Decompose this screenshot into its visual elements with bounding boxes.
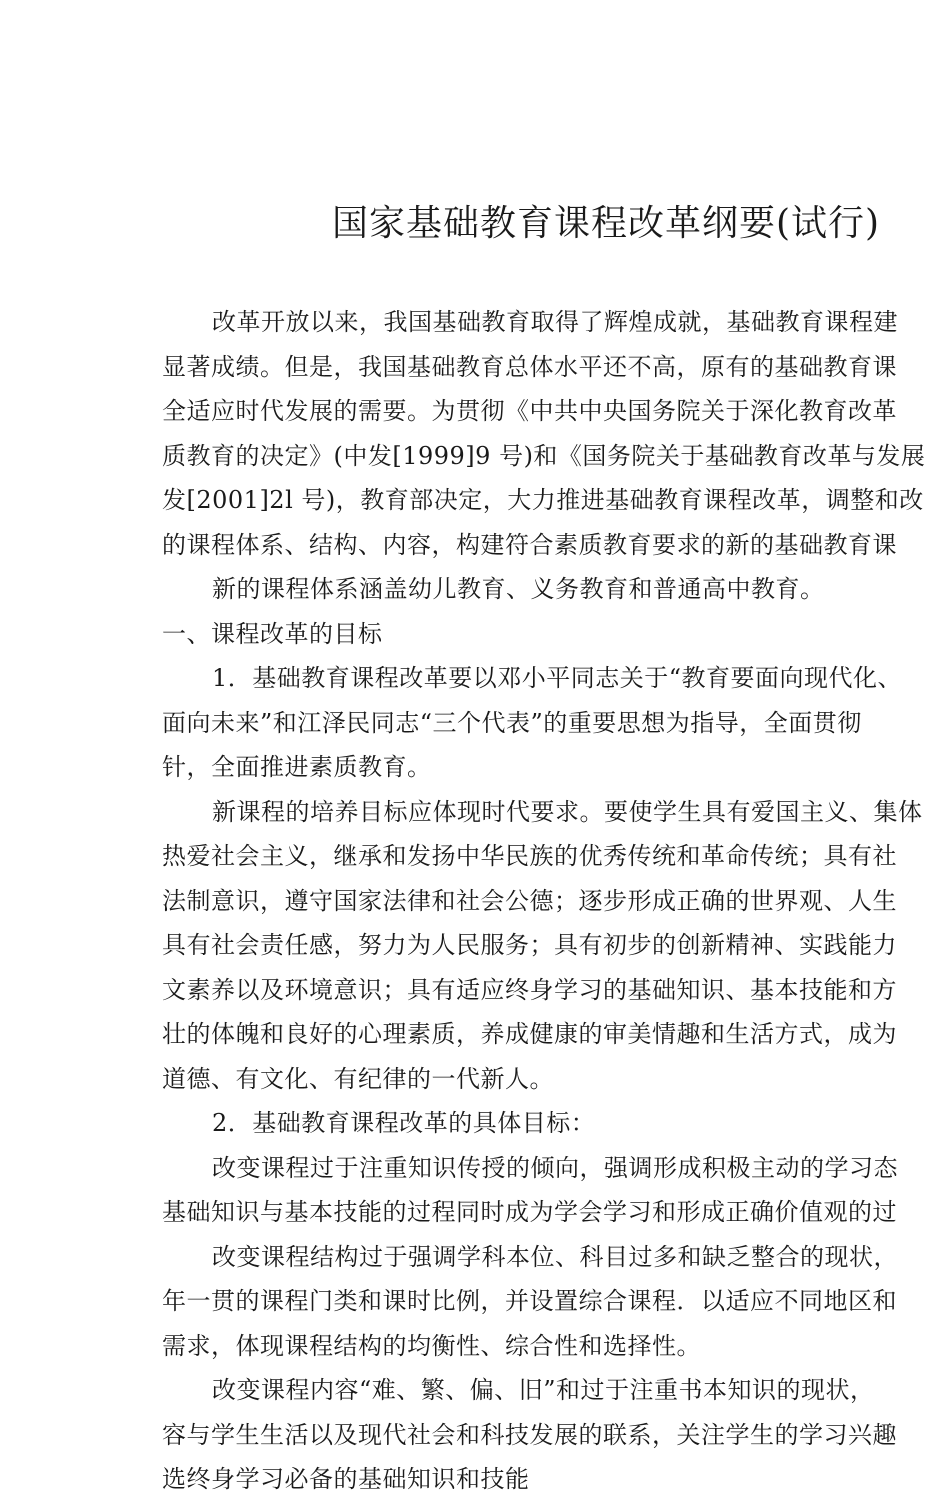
text-line: 法制意识，遵守国家法律和社会公德；逐步形成正确的世界观、人生	[162, 886, 897, 915]
text-line: 文素养以及环境意识；具有适应终身学习的基础知识、基本技能和方	[162, 975, 897, 1004]
text-line: 改革开放以来，我国基础教育取得了辉煌成就，基础教育课程建	[212, 308, 898, 336]
text-line: 发[2001]2l 号)，教育部决定，大力推进基础教育课程改革，调整和改	[162, 486, 924, 514]
text-line: 新的课程体系涵盖幼儿教育、义务教育和普通高中教育。	[212, 575, 825, 603]
text-line: 壮的体魄和良好的心理素质，养成健康的审美情趣和生活方式，成为	[162, 1020, 897, 1048]
text-line: 面向未来”和江泽民同志“三个代表”的重要思想为指导，全面贯彻	[162, 708, 862, 737]
text-line: 年一贯的课程门类和课时比例，并设置综合课程．以适应不同地区和	[162, 1287, 897, 1315]
text-line: 质教育的决定》(中发[1999]9 号)和《国务院关于基础教育改革与发展	[162, 441, 926, 470]
text-line: 改变课程内容“难、繁、偏、旧”和过于注重书本知识的现状，	[212, 1376, 875, 1404]
text-line: 热爱社会主义，继承和发扬中华民族的优秀传统和革命传统；具有社	[162, 842, 897, 870]
text-line: 改变课程结构过于强调学科本位、科目过多和缺乏整合的现状，	[212, 1242, 898, 1271]
document-body	[162, 300, 925, 1502]
text-line: 1．基础教育课程改革要以邓小平同志关于“教育要面向现代化、	[212, 664, 903, 692]
text-line: 显著成绩。但是，我国基础教育总体水平还不高，原有的基础教育课	[162, 352, 897, 381]
text-line: 一、课程改革的目标	[162, 619, 383, 648]
text-line: 基础知识与基本技能的过程同时成为学会学习和形成正确价值观的过	[162, 1198, 897, 1226]
text-line: 全适应时代发展的需要。为贯彻《中共中央国务院关于深化教育改革	[162, 397, 897, 425]
text-line: 的课程体系、结构、内容，构建符合素质教育要求的新的基础教育课	[162, 530, 897, 559]
text-line: 选终身学习必备的基础知识和技能	[162, 1465, 530, 1493]
document-title: 国家基础教育课程改革纲要(试行)	[332, 203, 881, 244]
text-line: 针，全面推进素质教育。	[162, 753, 432, 781]
text-line: 2．基础教育课程改革的具体目标：	[212, 1109, 596, 1137]
text-line: 需求，体现课程结构的均衡性、综合性和选择性。	[162, 1331, 701, 1360]
text-line: 新课程的培养目标应体现时代要求。要使学生具有爱国主义、集体	[212, 797, 923, 826]
text-line: 容与学生生活以及现代社会和科技发展的联系，关注学生的学习兴趣	[162, 1420, 897, 1449]
text-line: 具有社会责任感，努力为人民服务；具有初步的创新精神、实践能力	[162, 931, 897, 959]
text-line: 道德、有文化、有纪律的一代新人。	[162, 1064, 554, 1093]
text-line: 改变课程过于注重知识传授的倾向，强调形成积极主动的学习态	[212, 1153, 898, 1182]
